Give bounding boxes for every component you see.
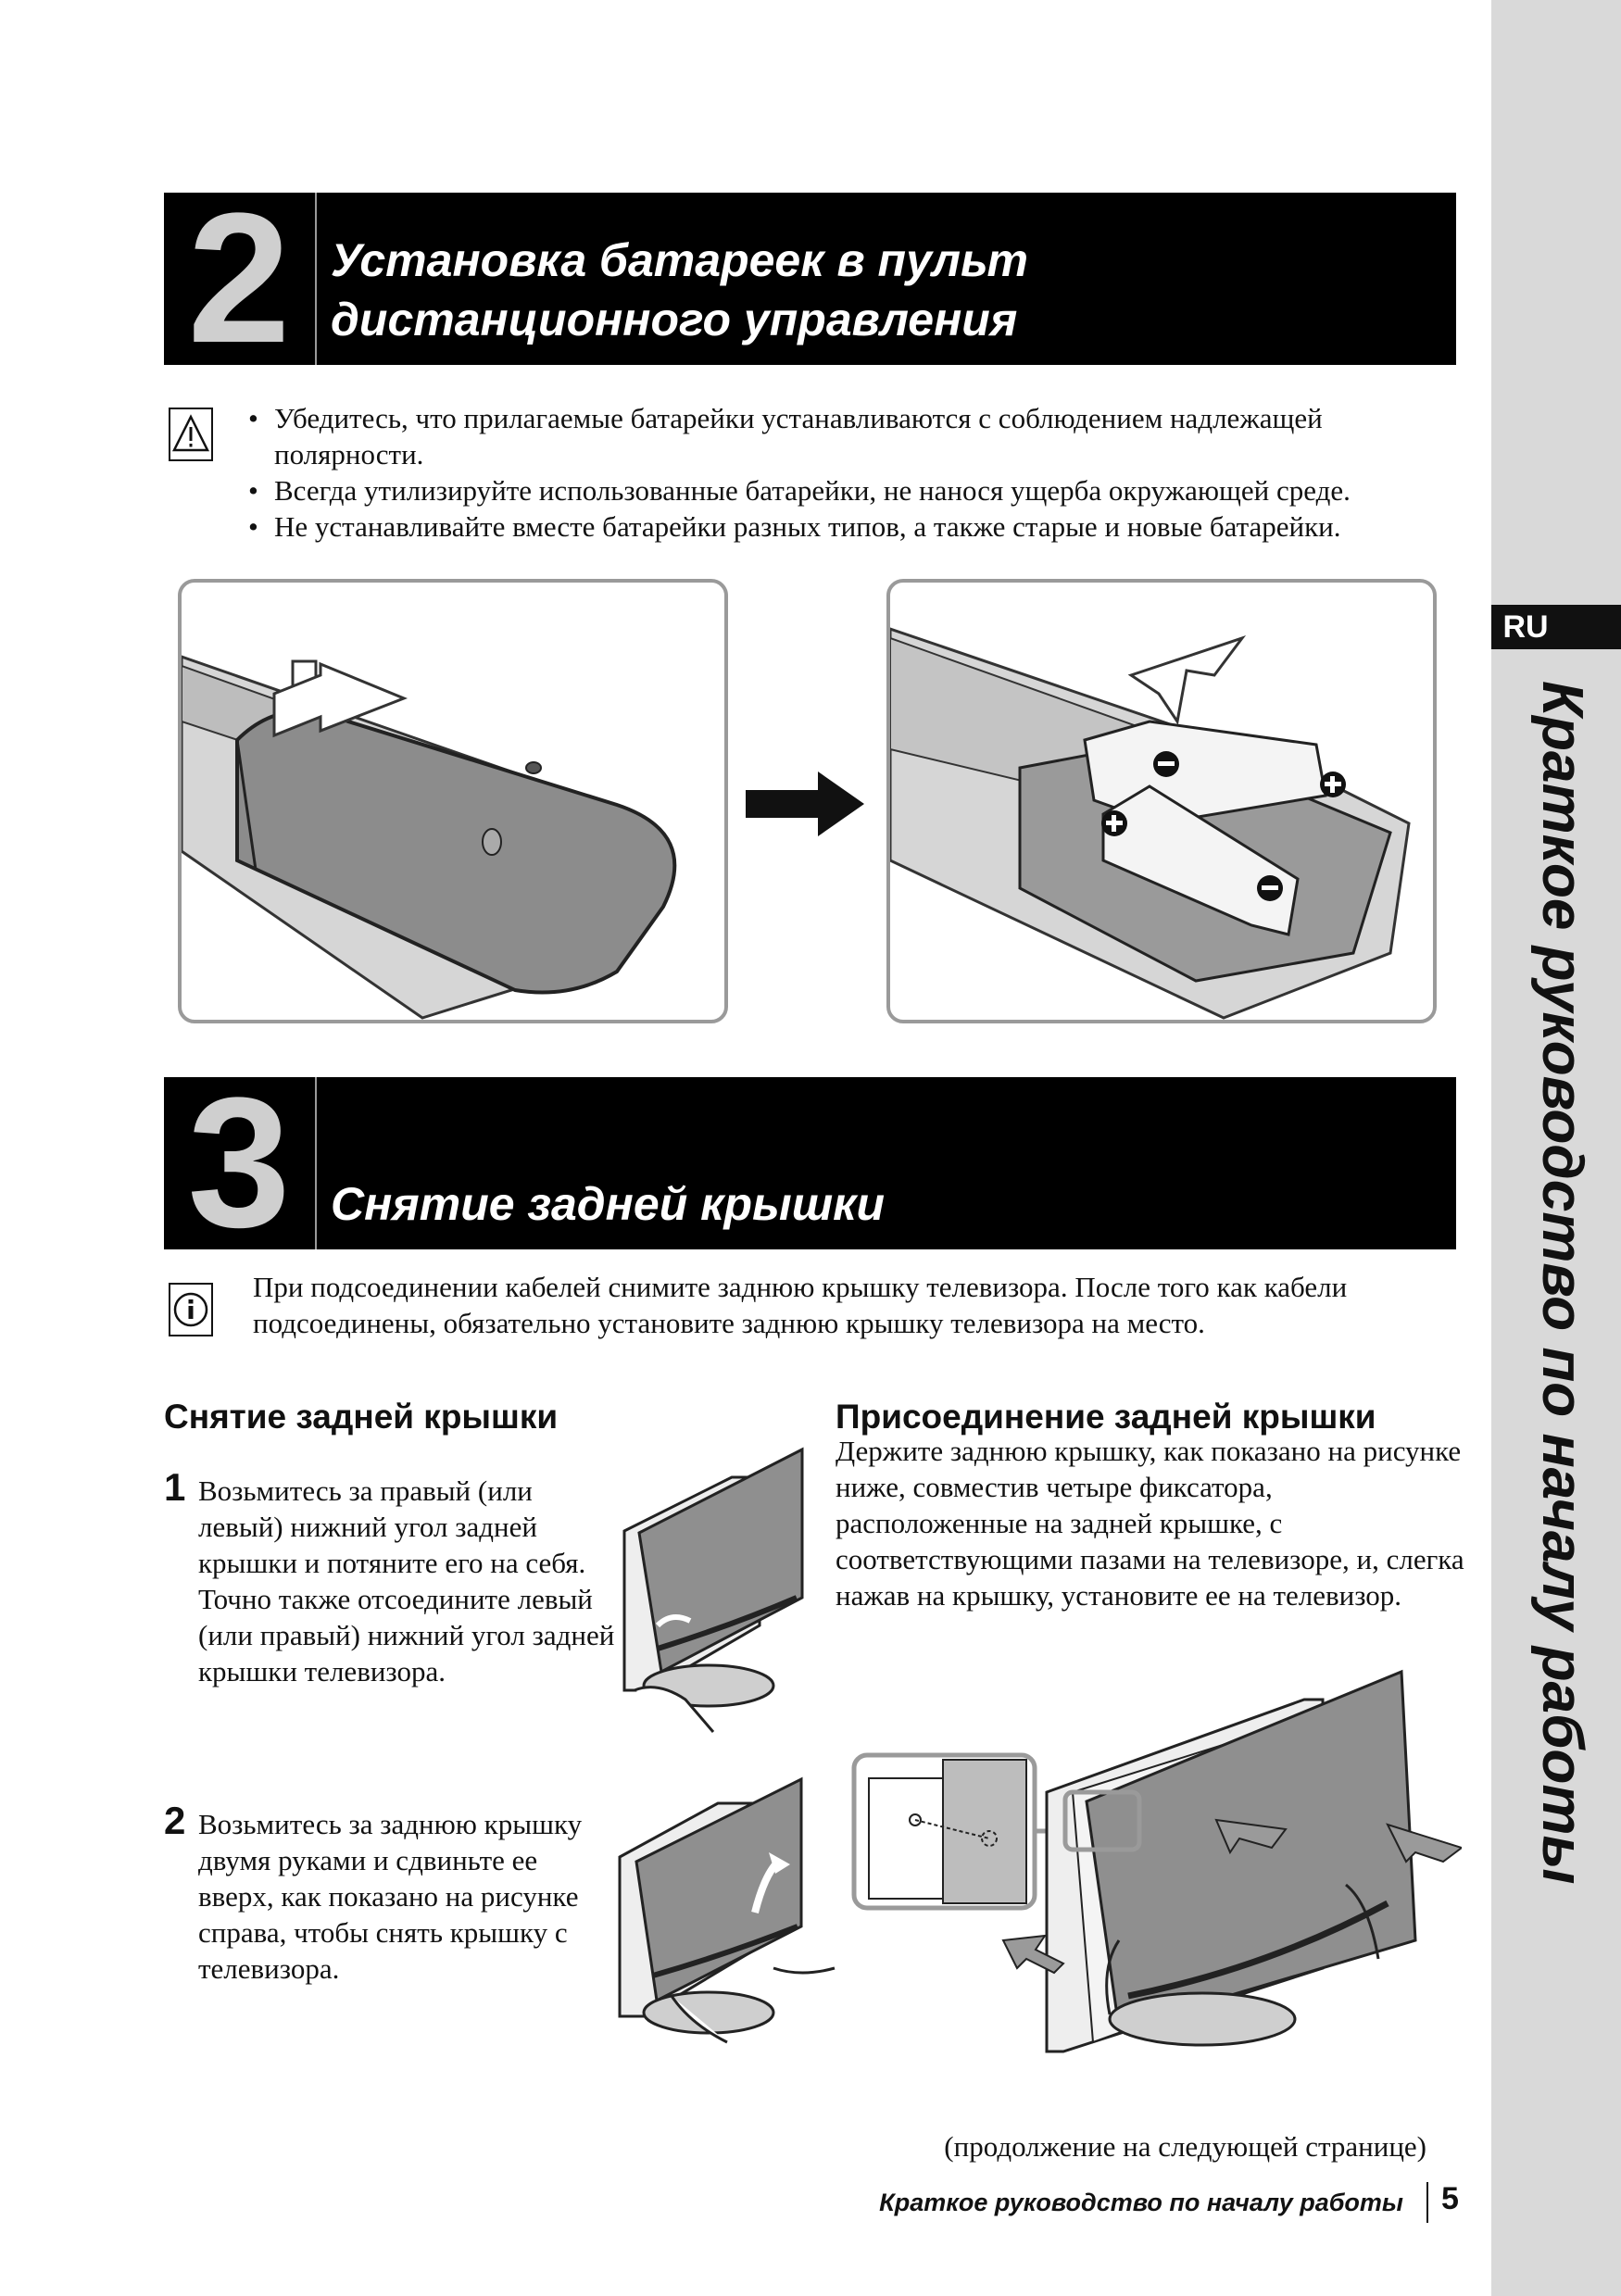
- warning-triangle-icon: [169, 408, 213, 461]
- list-item: • Убедитесь, что прилагаемые батарейки устанавливаются с соблюдением надлежащей полярности.: [246, 400, 1358, 472]
- section-divider: [315, 193, 317, 365]
- section-2-number: 2: [164, 193, 314, 365]
- running-title: Краткое руководство по началу работы: [879, 2189, 1403, 2216]
- remove-step-1-illustration: [621, 1440, 810, 1741]
- step-number: 2: [164, 1799, 186, 1842]
- section-3-note: При подсоединении кабелей снимите заднюю крышку телевизора. После того как кабели подсоединены, обязательно установите заднюю крышку телевизора на место.: [253, 1271, 1348, 1339]
- remove-step-1: [164, 1465, 618, 1689]
- remote-cover-open-illustration: [178, 579, 728, 1023]
- step-text: Возьмитесь за правый (или левый) нижний угол задней крышки и потяните его на себя. Точно также отсоедините левый (или правый) нижний угол задней крышки телевизора.: [198, 1474, 615, 1687]
- step-text: Возьмитесь за заднюю крышку двумя руками и сдвиньте ее вверх, как показано на рисунке справа, чтобы снять крышку с телевизора.: [198, 1808, 583, 1985]
- section-3-header: [164, 1060, 1456, 1266]
- section-3-title: Снятие задней крышки: [331, 1178, 886, 1230]
- section-divider: [315, 1077, 317, 1249]
- section-2-title-line2: дистанционного управления: [331, 294, 1018, 345]
- section-2-title-line1: Установка батареек в пульт: [331, 234, 1028, 286]
- language-badge: RU: [1491, 605, 1621, 649]
- attach-cover-heading: Присоединение задней крышки: [836, 1398, 1376, 1436]
- footer-divider: [1426, 2182, 1428, 2223]
- batteries-insert-illustration: [886, 579, 1437, 1023]
- vertical-section-title: Краткое руководство по началу работы: [1530, 681, 1594, 1885]
- info-icon: [169, 1283, 213, 1336]
- continued-note: (продолжение на следующей странице): [944, 2130, 1426, 2163]
- remove-step-2-illustration: [616, 1774, 838, 2051]
- battery-warnings-list: [246, 400, 1478, 545]
- section-2-header: [164, 175, 1456, 382]
- section-3-number: 3: [164, 1077, 314, 1249]
- attach-cover-illustration: [850, 1662, 1462, 2061]
- list-item: • Всегда утилизируйте использованные батарейки, не нанося ущерба окружающей среде.: [246, 472, 1478, 508]
- step-number: 1: [164, 1465, 186, 1509]
- page-number: 5: [1441, 2181, 1459, 2216]
- remove-step-2: [164, 1799, 618, 1987]
- remove-cover-heading: Снятие задней крышки: [164, 1398, 559, 1436]
- list-item: • Не устанавливайте вместе батарейки разных типов, а также старые и новые батарейки.: [246, 508, 1478, 545]
- arrow-right-icon: [746, 772, 866, 836]
- attach-cover-text: Держите заднюю крышку, как показано на рисунке ниже, совместив четыре фиксатора, расположенные на задней крышке, с соответствующими пазами на телевизоре, и, слегка нажав на крышку, установите ее на телевизор.: [836, 1435, 1464, 1612]
